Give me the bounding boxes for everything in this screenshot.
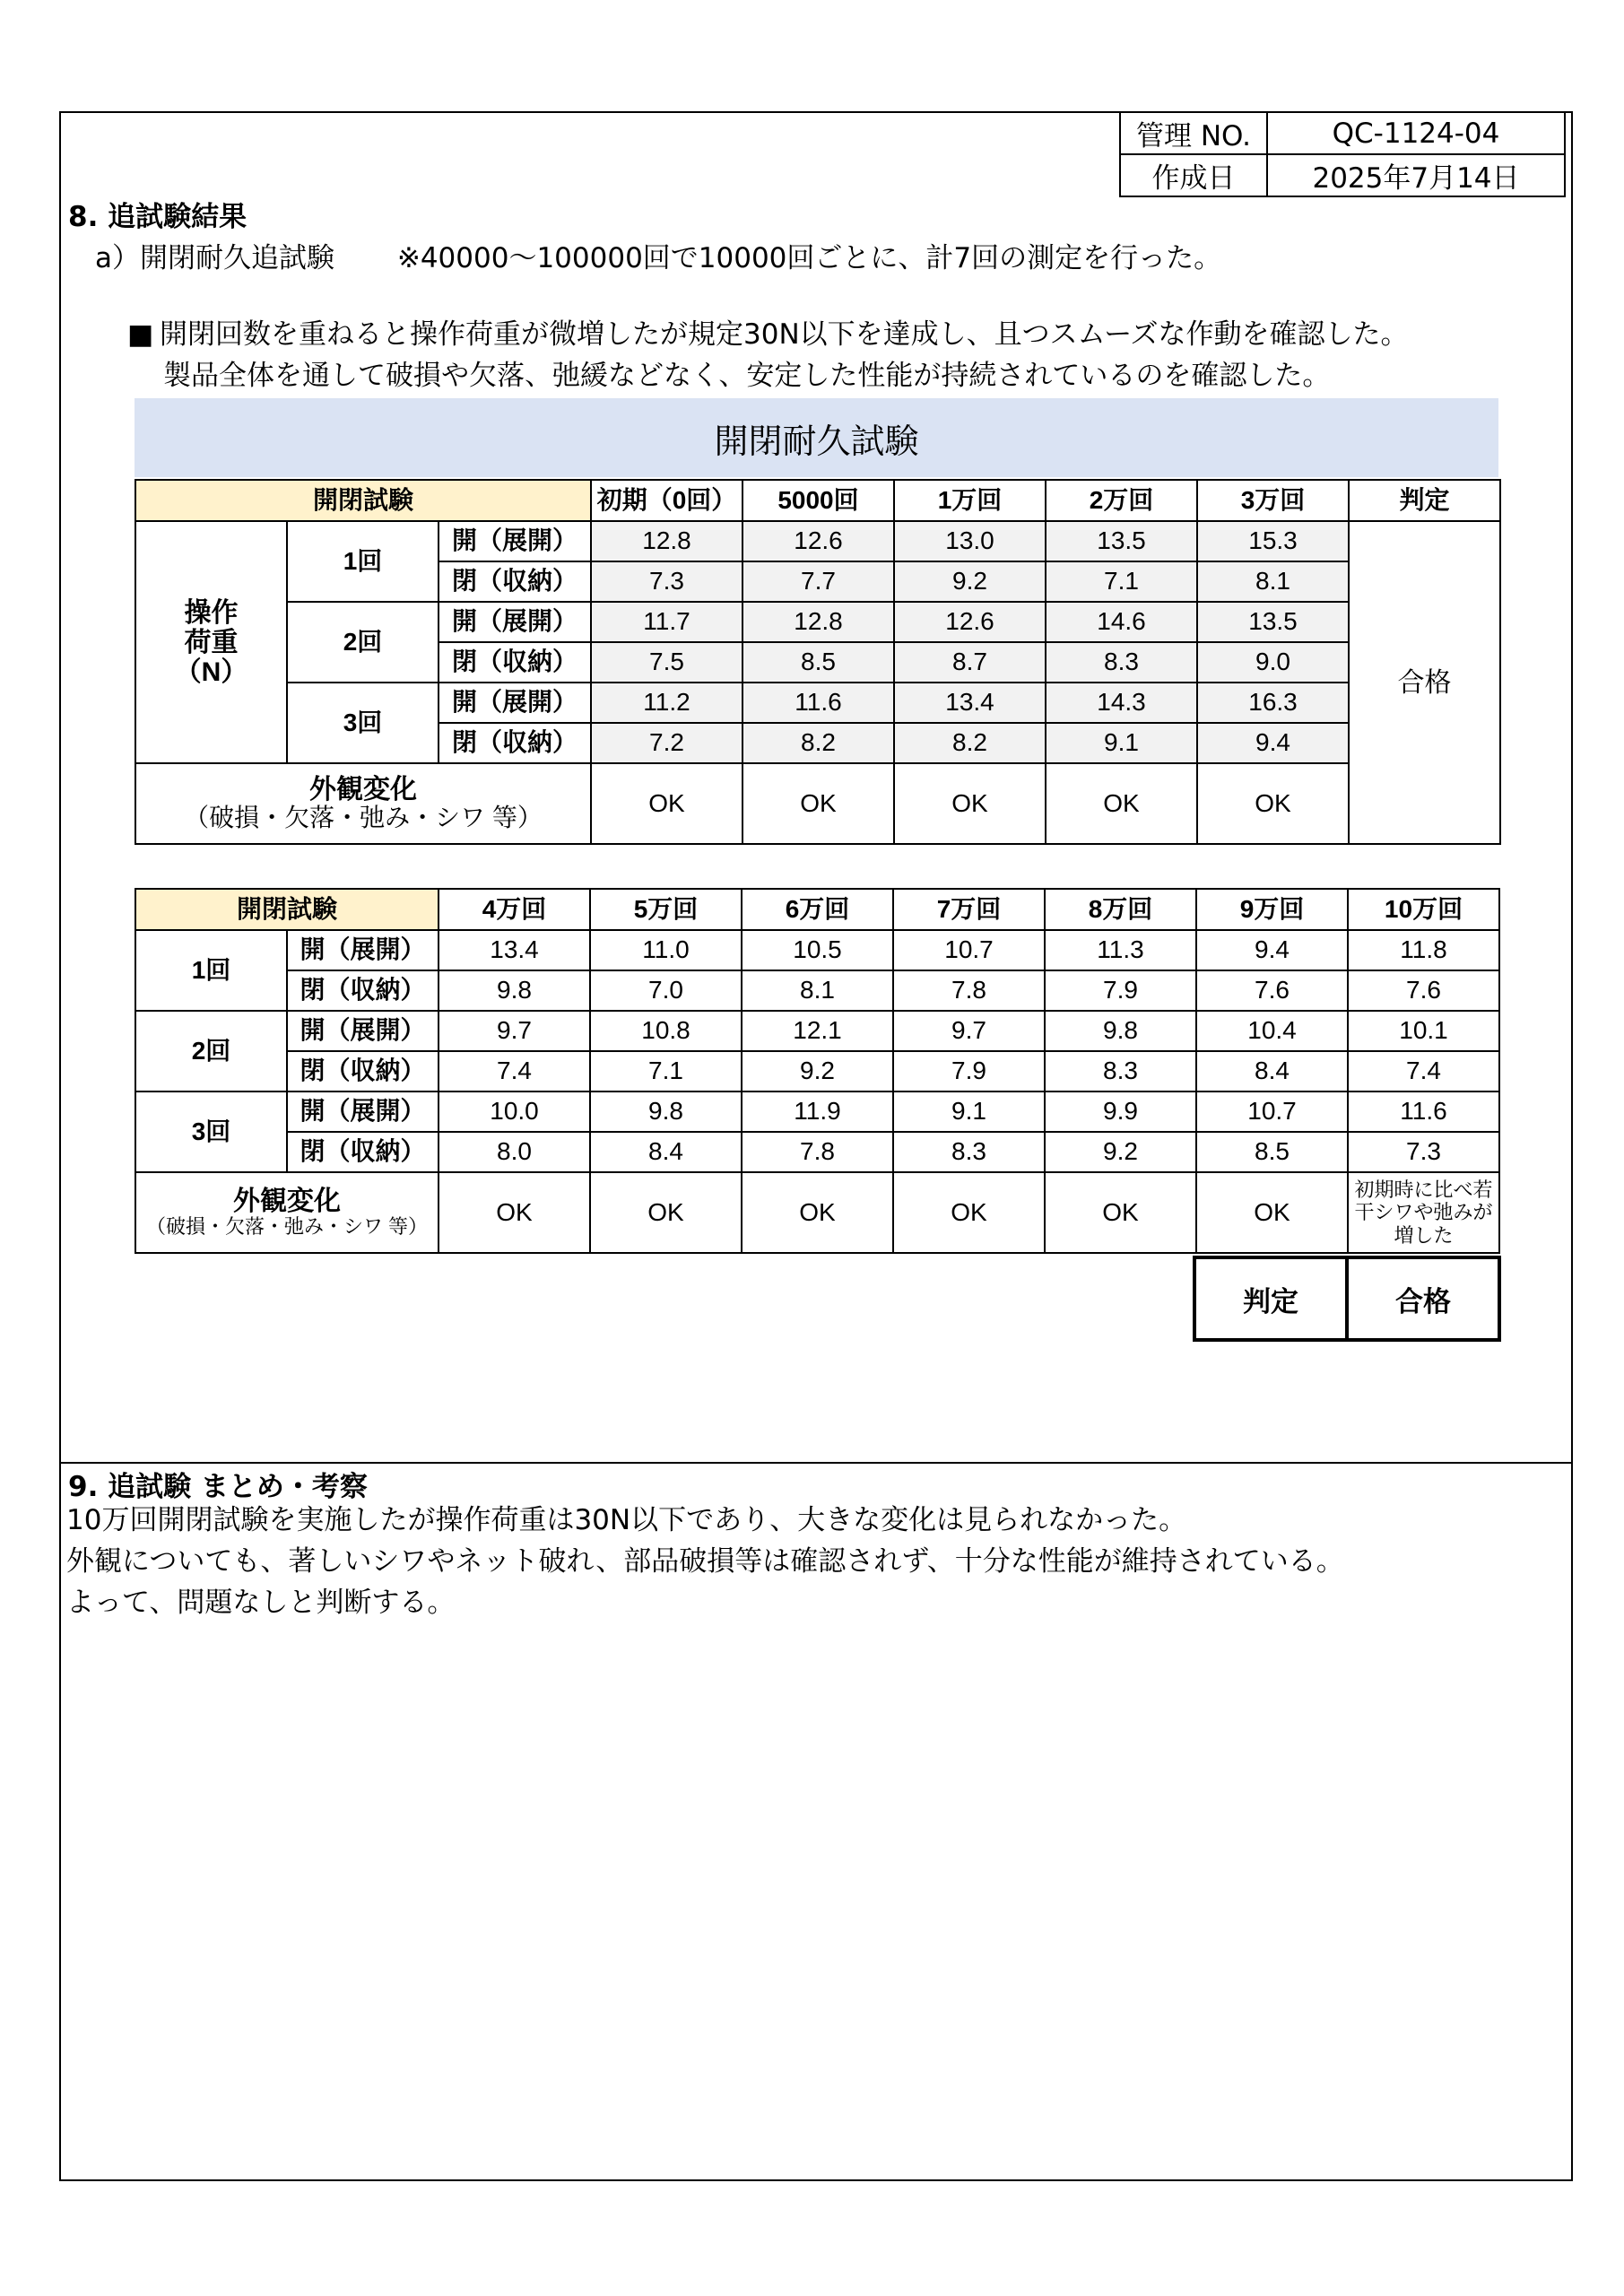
t1-value-cell: 15.3 (1197, 521, 1349, 561)
t2-value-cell: 8.3 (893, 1132, 1045, 1172)
t2-header-test: 開閉試験 (135, 889, 439, 930)
t2-col-header: 4万回 (439, 889, 590, 930)
t2-open-label: 開（展開） (287, 930, 439, 970)
t1-appearance-sub: （破損・欠落・弛み・シワ 等） (184, 804, 543, 832)
table-banner: 開閉耐久試験 (135, 398, 1498, 477)
section8-subtitle (95, 235, 1221, 275)
t2-col-header: 5万回 (590, 889, 742, 930)
t1-value-cell: 13.4 (894, 683, 1046, 723)
mgmt-no-value: QC-1124-04 (1267, 112, 1565, 154)
t1-open-label: 開（展開） (439, 521, 591, 561)
t2-value-cell: 7.6 (1348, 970, 1499, 1011)
t1-value-cell: 8.7 (894, 642, 1046, 683)
subtitle-note: ※40000～100000回で10000回ごとに、計7回の測定を行った。 (396, 242, 1222, 274)
t1-value-cell: 8.2 (743, 723, 894, 763)
t2-value-cell: 7.6 (1196, 970, 1348, 1011)
t2-value-cell: 9.8 (439, 970, 590, 1011)
result-bullet (127, 314, 1409, 396)
t2-value-cell: 7.4 (1348, 1051, 1499, 1091)
t1-judge-value: 合格 (1349, 521, 1500, 844)
t2-value-cell: 7.8 (742, 1132, 893, 1172)
t1-round-2: 2回 (287, 602, 439, 683)
t2-value-cell: 9.7 (439, 1011, 590, 1051)
t2-value-cell: 9.8 (1045, 1011, 1196, 1051)
t2-value-cell: 7.3 (1348, 1132, 1499, 1172)
t2-value-cell: 11.3 (1045, 930, 1196, 970)
t1-appearance-label (135, 763, 591, 844)
subtitle-text: a）開閉耐久追試験 (95, 242, 334, 274)
t1-close-label: 閉（収納） (439, 642, 591, 683)
t1-appearance-cell: OK (743, 763, 894, 844)
t1-open-label: 開（展開） (439, 683, 591, 723)
t1-header-test: 開閉試験 (135, 480, 591, 521)
judge-label: 判定 (1194, 1257, 1347, 1340)
t2-value-cell: 10.7 (1196, 1091, 1348, 1132)
summary-line: よって、問題なしと判断する。 (66, 1587, 456, 1619)
t1-value-cell: 7.3 (591, 561, 743, 602)
bullet-line-1: 開閉回数を重ねると操作荷重が微増したが規定30N以下を達成し、且つスムーズな作動を確認した。 (160, 318, 1409, 351)
t2-appearance-note: 初期時に比べ若干シワや弛みが増した (1348, 1172, 1499, 1253)
t1-value-cell: 11.7 (591, 602, 743, 642)
t1-value-cell: 12.8 (743, 602, 894, 642)
t1-value-cell: 9.2 (894, 561, 1046, 602)
t2-round-1: 1回 (135, 930, 287, 1011)
mgmt-no-label: 管理 NO. (1120, 112, 1267, 154)
bullet-line-2: 製品全体を通して破損や欠落、弛緩などなく、安定した性能が持続されているのを確認した。 (163, 360, 1331, 392)
t2-value-cell: 9.4 (1196, 930, 1348, 970)
t1-appearance-cell: OK (591, 763, 743, 844)
t2-value-cell: 9.2 (742, 1051, 893, 1091)
date-label: 作成日 (1120, 154, 1267, 196)
t2-value-cell: 7.4 (439, 1051, 590, 1091)
summary-line: 10万回開閉試験を実施したが操作荷重は30N以下であり、大きな変化は見られなかった。 (66, 1504, 1187, 1536)
t1-col-header: 1万回 (894, 480, 1046, 521)
t1-close-label: 閉（収納） (439, 723, 591, 763)
t1-value-cell: 13.0 (894, 521, 1046, 561)
t1-value-cell: 9.0 (1197, 642, 1349, 683)
t2-close-label: 閉（収納） (287, 1132, 439, 1172)
t1-load-label: 操作 荷重 （N） (135, 521, 287, 763)
t2-round-2: 2回 (135, 1011, 287, 1091)
t1-value-cell: 12.8 (591, 521, 743, 561)
section9-title: 9. 追試験 まとめ・考察 (68, 1471, 368, 1503)
t2-value-cell: 8.1 (742, 970, 893, 1011)
t2-appearance-cell: OK (742, 1172, 893, 1253)
durability-table-1 (135, 479, 1501, 845)
t1-value-cell: 11.6 (743, 683, 894, 723)
t2-value-cell: 7.9 (1045, 970, 1196, 1011)
t1-value-cell: 8.2 (894, 723, 1046, 763)
t2-value-cell: 9.1 (893, 1091, 1045, 1132)
t1-value-cell: 14.6 (1046, 602, 1197, 642)
t1-judge-header: 判定 (1349, 480, 1500, 521)
t2-value-cell: 8.4 (590, 1132, 742, 1172)
bullet-square-icon: ■ (127, 318, 154, 351)
t1-col-header: 5000回 (743, 480, 894, 521)
t1-value-cell: 11.2 (591, 683, 743, 723)
t2-round-3: 3回 (135, 1091, 287, 1172)
t2-appearance-cell: OK (893, 1172, 1045, 1253)
t2-open-label: 開（展開） (287, 1011, 439, 1051)
t1-value-cell: 14.3 (1046, 683, 1197, 723)
t1-value-cell: 12.6 (743, 521, 894, 561)
t2-value-cell: 10.0 (439, 1091, 590, 1132)
t1-value-cell: 7.7 (743, 561, 894, 602)
t2-col-header: 10万回 (1348, 889, 1499, 930)
summary-line: 外観についても、著しいシワやネット破れ、部品破損等は確認されず、十分な性能が維持されている。 (66, 1545, 1344, 1578)
t2-appearance-cell: OK (1196, 1172, 1348, 1253)
t1-value-cell: 8.5 (743, 642, 894, 683)
t2-appearance-cell: OK (439, 1172, 590, 1253)
t2-value-cell: 8.4 (1196, 1051, 1348, 1091)
t2-value-cell: 10.8 (590, 1011, 742, 1051)
t1-value-cell: 7.2 (591, 723, 743, 763)
t1-value-cell: 9.1 (1046, 723, 1197, 763)
t1-value-cell: 16.3 (1197, 683, 1349, 723)
section9-summary (66, 1500, 1344, 1623)
date-value: 2025年7月14日 (1267, 154, 1565, 196)
durability-table-2 (135, 888, 1500, 1254)
t2-value-cell: 8.5 (1196, 1132, 1348, 1172)
t2-appearance-label (135, 1172, 439, 1253)
t2-col-header: 8万回 (1045, 889, 1196, 930)
t2-value-cell: 9.2 (1045, 1132, 1196, 1172)
t2-value-cell: 9.8 (590, 1091, 742, 1132)
t2-close-label: 閉（収納） (287, 1051, 439, 1091)
t1-appearance-cell: OK (1197, 763, 1349, 844)
t1-round-1: 1回 (287, 521, 439, 602)
t2-value-cell: 10.5 (742, 930, 893, 970)
t1-appearance-title: 外観変化 (309, 775, 417, 805)
judge-value: 合格 (1347, 1257, 1499, 1340)
t2-value-cell: 10.7 (893, 930, 1045, 970)
t2-value-cell: 11.9 (742, 1091, 893, 1132)
t1-appearance-cell: OK (894, 763, 1046, 844)
t2-appearance-sub: （破損・欠落・弛み・シワ 等） (145, 1215, 429, 1239)
t2-close-label: 閉（収納） (287, 970, 439, 1011)
t1-value-cell: 12.6 (894, 602, 1046, 642)
document-header-table (1119, 111, 1566, 197)
t2-value-cell: 10.1 (1348, 1011, 1499, 1051)
t1-appearance-cell: OK (1046, 763, 1197, 844)
t1-value-cell: 8.3 (1046, 642, 1197, 683)
t2-col-header: 6万回 (742, 889, 893, 930)
t2-value-cell: 9.7 (893, 1011, 1045, 1051)
t2-appearance-cell: OK (590, 1172, 742, 1253)
t2-value-cell: 8.0 (439, 1132, 590, 1172)
t2-open-label: 開（展開） (287, 1091, 439, 1132)
t2-value-cell: 11.8 (1348, 930, 1499, 970)
judge-box (1193, 1256, 1501, 1342)
t1-value-cell: 8.1 (1197, 561, 1349, 602)
t2-value-cell: 7.9 (893, 1051, 1045, 1091)
t2-col-header: 7万回 (893, 889, 1045, 930)
t1-value-cell: 7.1 (1046, 561, 1197, 602)
t2-value-cell: 11.0 (590, 930, 742, 970)
t2-value-cell: 9.9 (1045, 1091, 1196, 1132)
t2-appearance-title: 外観変化 (233, 1187, 341, 1217)
t2-value-cell: 7.0 (590, 970, 742, 1011)
t2-value-cell: 8.3 (1045, 1051, 1196, 1091)
t1-col-header: 初期（0回） (591, 480, 743, 521)
t2-value-cell: 13.4 (439, 930, 590, 970)
section8-title: 8. 追試験結果 (68, 201, 248, 233)
t1-value-cell: 7.5 (591, 642, 743, 683)
t1-value-cell: 13.5 (1046, 521, 1197, 561)
t2-value-cell: 11.6 (1348, 1091, 1499, 1132)
t1-value-cell: 9.4 (1197, 723, 1349, 763)
t2-value-cell: 12.1 (742, 1011, 893, 1051)
t2-value-cell: 10.4 (1196, 1011, 1348, 1051)
t2-value-cell: 7.1 (590, 1051, 742, 1091)
t1-col-header: 3万回 (1197, 480, 1349, 521)
t1-open-label: 開（展開） (439, 602, 591, 642)
t1-col-header: 2万回 (1046, 480, 1197, 521)
t1-value-cell: 13.5 (1197, 602, 1349, 642)
t1-round-3: 3回 (287, 683, 439, 763)
t2-col-header: 9万回 (1196, 889, 1348, 930)
t2-value-cell: 7.8 (893, 970, 1045, 1011)
t1-close-label: 閉（収納） (439, 561, 591, 602)
t2-appearance-cell: OK (1045, 1172, 1196, 1253)
